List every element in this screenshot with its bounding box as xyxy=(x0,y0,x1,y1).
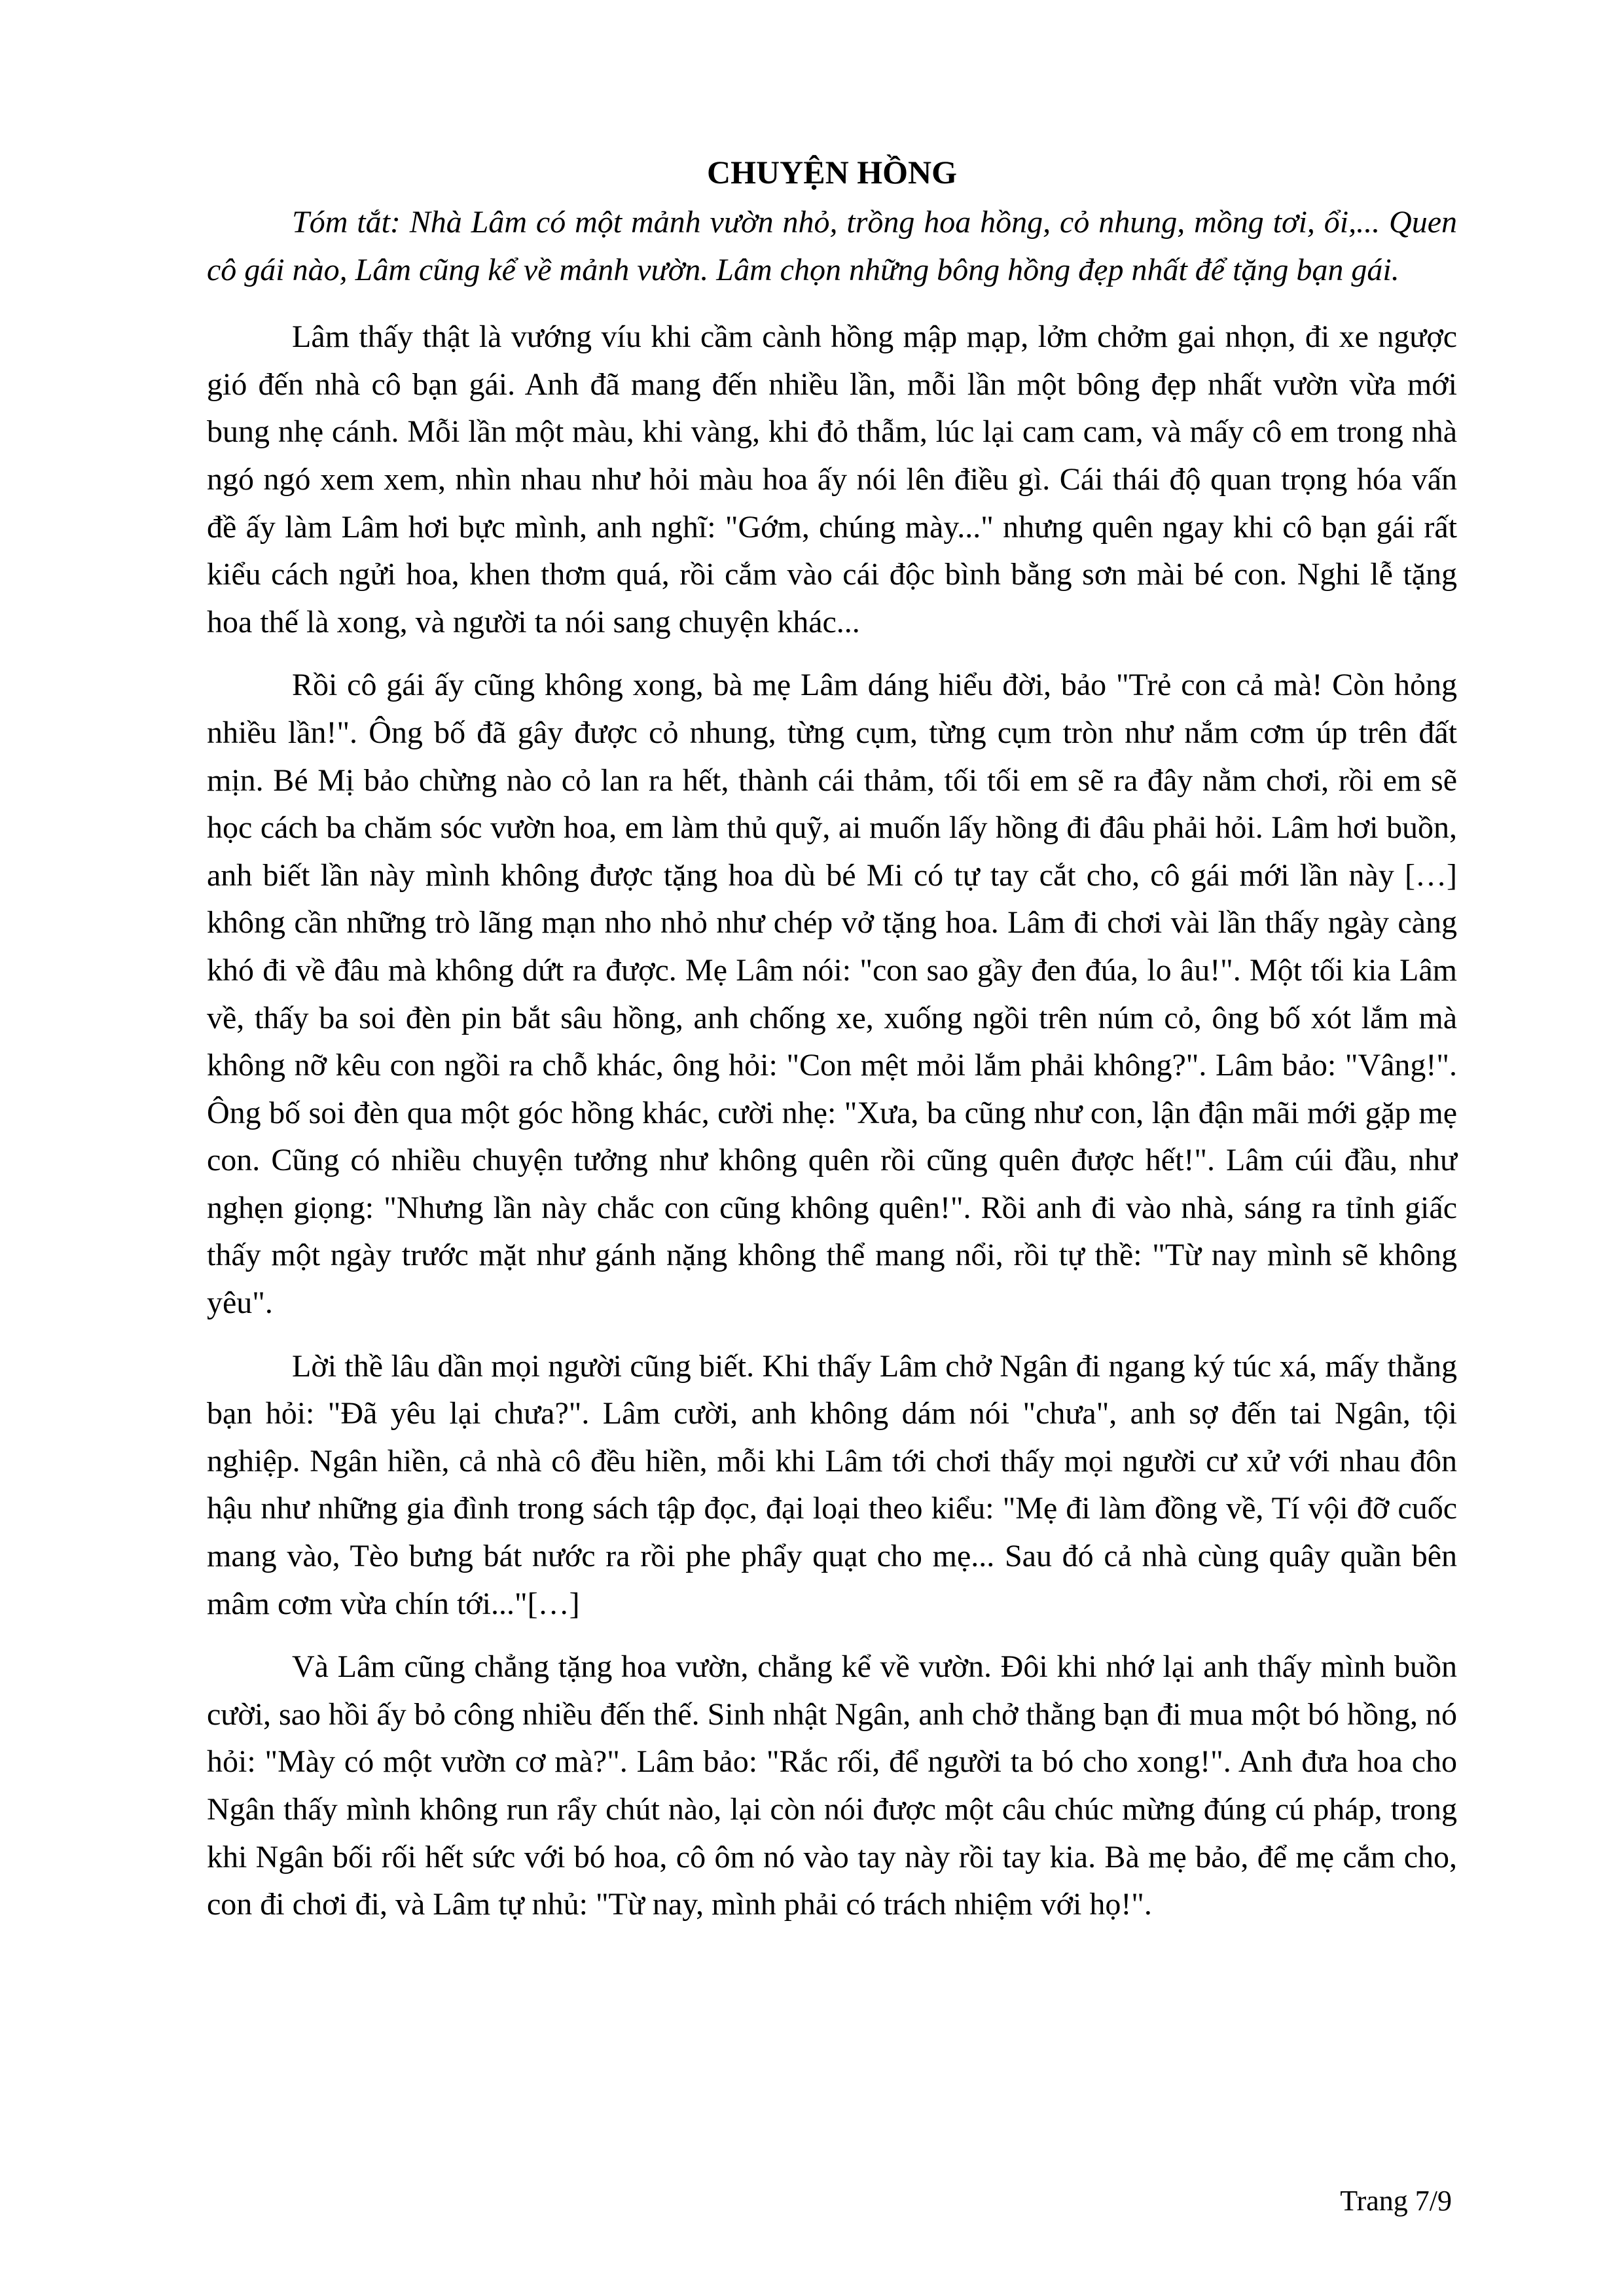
summary-paragraph: Tóm tắt: Nhà Lâm có một mảnh vườn nhỏ, trồng hoa hồng, cỏ nhung, mồng tơi, ổi,... Quen cô gái nào, Lâm cũng kể về mảnh vườn. Lâm chọn những bông hồng đẹp nhất để tặng bạn gái. xyxy=(207,205,1457,287)
paragraph-2: Rồi cô gái ấy cũng không xong, bà mẹ Lâm dáng hiểu đời, bảo "Trẻ con cả mà! Còn hỏng nhiều lần!". Ông bố đã gây được cỏ nhung, từng cụm, từng cụm tròn như nắm cơm úp trên đất mịn. Bé Mị bảo chừng nào cỏ lan ra hết, thành cái thảm, tối tối em sẽ ra đây nằm chơi, rồi em sẽ học cách ba chăm sóc vườn hoa, em làm thủ quỹ, ai muốn lấy hồng đi đâu phải hỏi. Lâm hơi buồn, anh biết lần này mình không được tặng hoa dù bé Mi có tự tay cắt cho, cô gái mới lần này […] không cần những trò lãng mạn nho nhỏ như chép vở tặng hoa. Lâm đi chơi vài lần thấy ngày càng khó đi về đâu mà không dứt ra được. Mẹ Lâm nói: "con sao gầy đen đúa, lo âu!". Một tối kia Lâm về, thấy ba soi đèn pin bắt sâu hồng, anh chống xe, xuống ngồi trên núm cỏ, ông bố xót lắm mà không nỡ kêu con ngồi ra chỗ khác, ông hỏi: "Con mệt mỏi lắm phải không?". Lâm bảo: "Vâng!". Ông bố soi đèn qua một góc hồng khác, cười nhẹ: "Xưa, ba cũng như con, lận đận mãi mới gặp mẹ con. Cũng có nhiều chuyện tưởng như không quên rồi cũng quên được hết!". Lâm cúi đầu, như nghẹn giọng: "Nhưng lần này chắc con cũng không quên!". Rồi anh đi vào nhà, sáng ra tỉnh giấc thấy một ngày trước mặt như gánh nặng không thể mang nổi, rồi tự thề: "Từ nay mình sẽ không yêu". xyxy=(207,668,1457,1321)
paragraph-1: Lâm thấy thật là vướng víu khi cầm cành hồng mập mạp, lởm chởm gai nhọn, đi xe ngược gió đến nhà cô bạn gái. Anh đã mang đến nhiều lần, mỗi lần một bông đẹp nhất vườn vừa mới bung nhẹ cánh. Mỗi lần một màu, khi vàng, khi đỏ thẫm, lúc lại cam cam, và mấy cô em trong nhà ngó ngó xem xem, nhìn nhau như hỏi màu hoa ấy nói lên điều gì. Cái thái độ quan trọng hóa vấn đề ấy làm Lâm hơi bực mình, anh nghĩ: "Gớm, chúng mày..." nhưng quên ngay khi cô bạn gái rất kiểu cách ngửi hoa, khen thơm quá, rồi cắm vào cái độc bình bằng sơn mài bé con. Nghi lễ tặng hoa thế là xong, và người ta nói sang chuyện khác... xyxy=(207,319,1457,639)
paragraph-3: Lời thề lâu dần mọi người cũng biết. Khi thấy Lâm chở Ngân đi ngang ký túc xá, mấy thằng bạn hỏi: "Đã yêu lại chưa?". Lâm cười, anh không dám nói "chưa", anh sợ đến tai Ngân, tội nghiệp. Ngân hiền, cả nhà cô đều hiền, mỗi khi Lâm tới chơi thấy mọi người cư xử với nhau đôn hậu như những gia đình trong sách tập đọc, đại loại theo kiểu: "Mẹ đi làm đồng về, Tí vội đỡ cuốc mang vào, Tèo bưng bát nước ra rồi phe phẩy quạt cho mẹ... Sau đó cả nhà cùng quây quần bên mâm cơm vừa chín tới..."[…] xyxy=(207,1348,1457,1621)
document-title: CHUYỆN HỒNG xyxy=(707,154,957,190)
page-number: Trang 7/9 xyxy=(1340,2185,1452,2217)
paragraph-4: Và Lâm cũng chẳng tặng hoa vườn, chẳng kể về vườn. Đôi khi nhớ lại anh thấy mình buồn cười, sao hồi ấy bỏ công nhiều đến thế. Sinh nhật Ngân, anh chở thằng bạn đi mua một bó hồng, nó hỏi: "Mày có một vườn cơ mà?". Lâm bảo: "Rắc rối, để người ta bó cho xong!". Anh đưa hoa cho Ngân thấy mình không run rẩy chút nào, lại còn nói được một câu chúc mừng đúng cú pháp, trong khi Ngân bối rối hết sức với bó hoa, cô ôm nó vào tay này rồi tay kia. Bà mẹ bảo, để mẹ cắm cho, con đi chơi đi, và Lâm tự nhủ: "Từ nay, mình phải có trách nhiệm với họ!". xyxy=(207,1649,1457,1922)
document-body xyxy=(207,149,1457,1945)
